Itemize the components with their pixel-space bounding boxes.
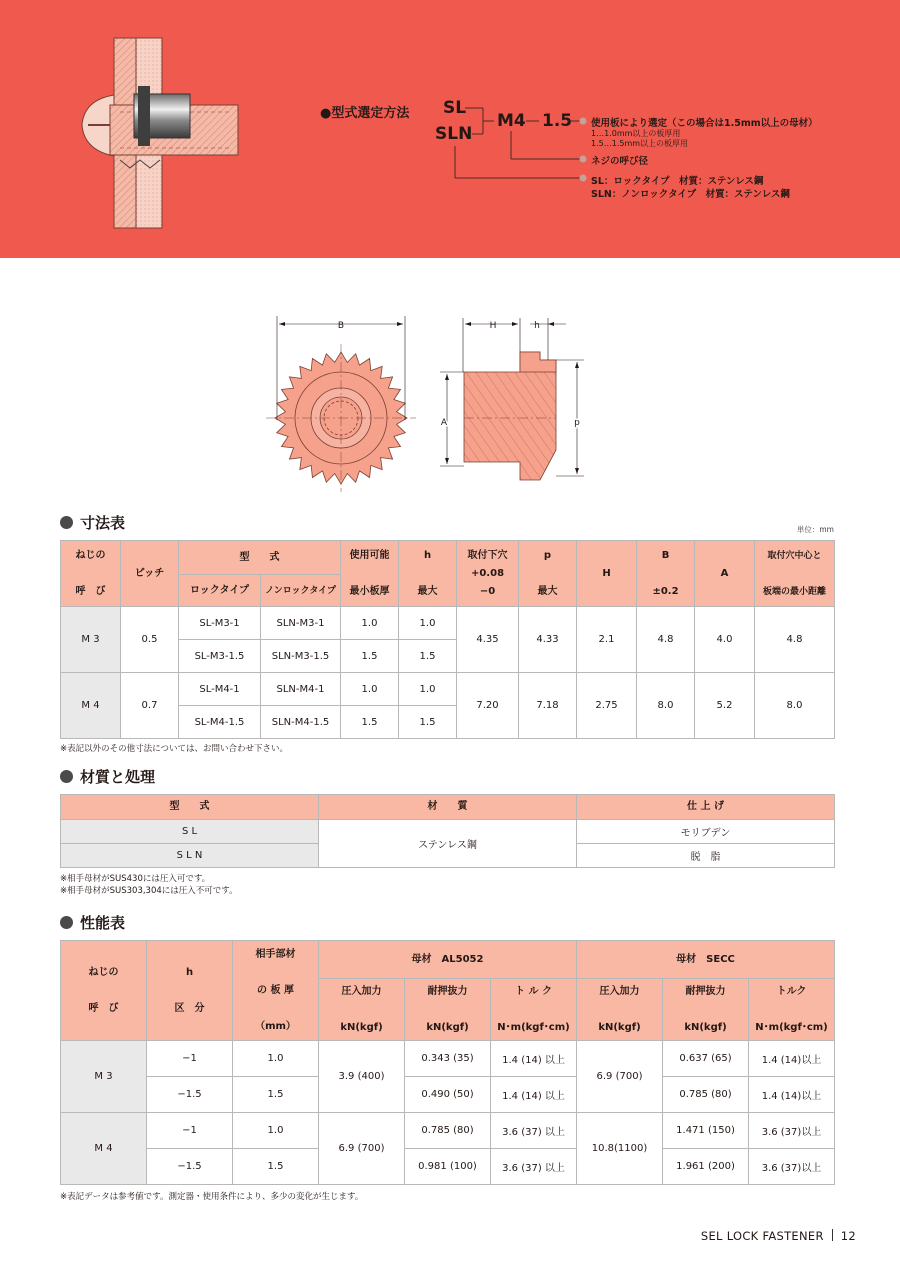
col-lock: ロックタイプ bbox=[179, 575, 261, 607]
side-view bbox=[440, 318, 584, 480]
front-view bbox=[266, 316, 416, 492]
page-footer bbox=[701, 1229, 856, 1243]
dimensions-title: 寸法表 bbox=[80, 514, 126, 532]
performance-title: 性能表 bbox=[80, 914, 126, 932]
col-secc-press: 圧入加力 kN(kgf) bbox=[577, 979, 663, 1041]
desc-thickness: 使用板により選定（この場合は1.5mm以上の母材） bbox=[591, 118, 818, 129]
col-secc: 母材 SECC bbox=[577, 941, 835, 979]
table-row: S L N 脱 脂 bbox=[61, 844, 835, 868]
col-thread: ねじの 呼 び bbox=[61, 541, 121, 607]
unit-label: 単位：mm bbox=[796, 525, 834, 534]
materials-heading bbox=[60, 766, 155, 787]
col-minthk: 使用可能 最小板厚 bbox=[341, 541, 399, 607]
footer-divider bbox=[832, 1229, 833, 1241]
table-row: SL-M4-1.5 SLN-M4-1.5 1.5 1.5 bbox=[61, 706, 835, 739]
col-A: A bbox=[695, 541, 755, 607]
col-p: p 最大 bbox=[519, 541, 577, 607]
table-row: −1.5 1.5 0.981 (100) 3.6 (37) 以上 1.961 (200) 3.6 (37)以上 bbox=[61, 1149, 835, 1185]
dim-A-label: A bbox=[440, 418, 448, 428]
table-row: −1.5 1.5 0.490 (50) 1.4 (14) 以上 0.785 (80) 1.4 (14)以上 bbox=[61, 1077, 835, 1113]
code-m4: M4 bbox=[497, 111, 526, 131]
page-number: 12 bbox=[840, 1229, 856, 1243]
dim-B-label: B bbox=[337, 321, 345, 331]
footer-brand: SEL LOCK FASTENER bbox=[700, 1229, 824, 1243]
performance-note: ※表記データは参考値です。測定器・使用条件により、多少の変化が生じます。 bbox=[60, 1192, 364, 1202]
col-model: 型 式 bbox=[179, 541, 341, 575]
bullet-icon bbox=[60, 516, 73, 529]
col-al5052: 母材 AL5052 bbox=[319, 941, 577, 979]
col-finish: 仕 上 げ bbox=[577, 795, 835, 820]
materials-note-2: ※相手母材がSUS303,304には圧入不可です。 bbox=[60, 886, 238, 896]
col-hole: 取付下穴 +0.08 −0 bbox=[457, 541, 519, 607]
col-model: 型 式 bbox=[61, 795, 319, 820]
dimensions-heading bbox=[60, 512, 125, 533]
desc-thread: ネジの呼び径 bbox=[591, 156, 649, 167]
col-nonlock: ノンロックタイプ bbox=[261, 575, 341, 607]
performance-table bbox=[60, 940, 835, 1185]
col-H: H bbox=[577, 541, 637, 607]
dim-h-label: h bbox=[534, 321, 540, 331]
dimensions-table bbox=[60, 540, 835, 739]
table-row: S L ステンレス鋼 モリブデン bbox=[61, 820, 835, 844]
col-B: B ±0.2 bbox=[637, 541, 695, 607]
materials-note-1: ※相手母材がSUS430には圧入可です。 bbox=[60, 874, 211, 884]
desc-sln: SLN：ノンロックタイプ 材質：ステンレス鋼 bbox=[591, 189, 790, 200]
col-h: h 最大 bbox=[399, 541, 457, 607]
performance-heading bbox=[60, 912, 125, 933]
desc-thickness-1: 1…1.0mm以上の板厚用 bbox=[591, 129, 681, 138]
col-edge: 取付穴中心と 板端の最小距離 bbox=[755, 541, 835, 607]
header-banner bbox=[0, 0, 900, 258]
table-row: M 4 −1 1.0 6.9 (700) 0.785 (80) 3.6 (37) 以上 10.8(1100) 1.471 (150) 3.6 (37)以上 bbox=[61, 1113, 835, 1149]
materials-table bbox=[60, 794, 835, 868]
dimensions-note: ※表記以外のその他寸法については、お問い合わせ下さい。 bbox=[60, 744, 288, 754]
col-secc-pull: 耐押抜力 kN(kgf) bbox=[663, 979, 749, 1041]
table-row: M 3 0.5 SL-M3-1 SLN-M3-1 1.0 1.0 4.35 4.33 2.1 4.8 4.0 4.8 bbox=[61, 607, 835, 640]
col-thread: ねじの 呼 び bbox=[61, 941, 147, 1041]
desc-sl: SL：ロックタイプ 材質：ステンレス鋼 bbox=[591, 176, 764, 187]
dim-H-label: H bbox=[489, 321, 497, 331]
dimension-drawing bbox=[0, 300, 900, 500]
col-material: 材 質 bbox=[319, 795, 577, 820]
col-h-class: h 区 分 bbox=[147, 941, 233, 1041]
col-pitch: ピッチ bbox=[121, 541, 179, 607]
bullet-icon bbox=[60, 916, 73, 929]
dim-p-label: p bbox=[574, 418, 580, 428]
desc-thickness-2: 1.5…1.5mm以上の板厚用 bbox=[591, 139, 689, 148]
table-row: SL-M3-1.5 SLN-M3-1.5 1.5 1.5 bbox=[61, 640, 835, 673]
selection-title: ●型式選定方法 bbox=[320, 106, 410, 121]
code-thickness: 1.5 bbox=[542, 111, 573, 131]
col-al-pull: 耐押抜力 kN(kgf) bbox=[405, 979, 491, 1041]
code-sln: SLN bbox=[435, 124, 473, 144]
code-sl: SL bbox=[443, 98, 467, 118]
table-row: M 3 −1 1.0 3.9 (400) 0.343 (35) 1.4 (14) 以上 6.9 (700) 0.637 (65) 1.4 (14)以上 bbox=[61, 1041, 835, 1077]
col-al-press: 圧入加力 kN(kgf) bbox=[319, 979, 405, 1041]
col-secc-torque: トルク N･m(kgf･cm) bbox=[749, 979, 835, 1041]
materials-title: 材質と処理 bbox=[80, 768, 156, 786]
bullet-icon bbox=[60, 770, 73, 783]
selection-connector-lines bbox=[0, 0, 900, 258]
col-mate-thickness: 相手部材 の 板 厚 （mm） bbox=[233, 941, 319, 1041]
table-row: M 4 0.7 SL-M4-1 SLN-M4-1 1.0 1.0 7.20 7.18 2.75 8.0 5.2 8.0 bbox=[61, 673, 835, 706]
col-al-torque: ト ル ク N･m(kgf･cm) bbox=[491, 979, 577, 1041]
